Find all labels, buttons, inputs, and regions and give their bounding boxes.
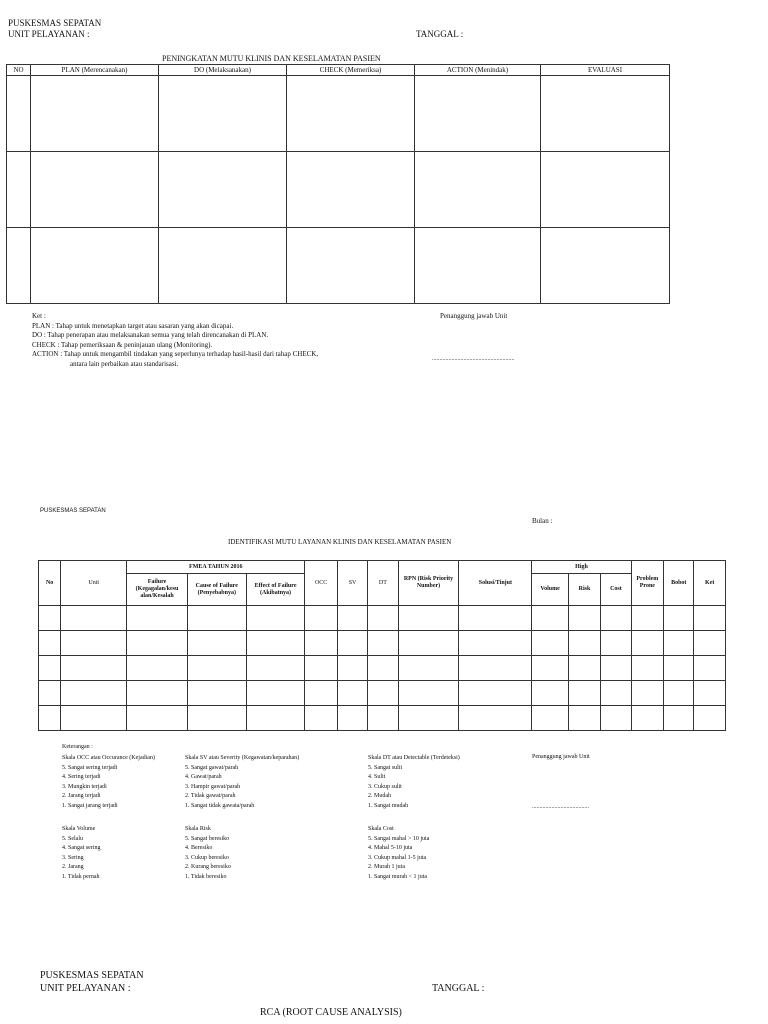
col-evaluasi: EVALUASI: [541, 65, 670, 76]
form1-date-label: TANGGAL :: [416, 29, 464, 39]
scale-item: 2. Jarang: [62, 864, 84, 870]
scale-item: 1. Sangat tidak gawata/parah: [185, 802, 255, 809]
scale-item: 5. Selalu: [62, 835, 83, 842]
table-cell[interactable]: [305, 656, 337, 681]
form3-org-name: PUSKESMAS SEPATAN: [40, 970, 144, 981]
table-cell[interactable]: [159, 152, 287, 228]
pdca-header-row: [7, 65, 670, 76]
table-cell[interactable]: [541, 76, 670, 152]
table-row: [39, 706, 726, 731]
form2-title: IDENTIFIKASI MUTU LAYANAN KLINIS DAN KESELAMATAN PASIEN: [228, 538, 452, 546]
table-cell[interactable]: [541, 228, 670, 304]
table-cell[interactable]: [127, 681, 188, 706]
table-row: [39, 606, 726, 631]
table-cell[interactable]: [187, 631, 246, 656]
table-cell[interactable]: [246, 706, 305, 731]
form1-responsible-label: Penanggung jawab Unit: [440, 312, 508, 320]
table-cell[interactable]: [568, 631, 600, 656]
table-cell[interactable]: [337, 631, 367, 656]
table-cell[interactable]: [368, 706, 398, 731]
scale-item: 1. Tidak beresiko: [185, 873, 227, 880]
form1-title: PENINGKATAN MUTU KLINIS DAN KESELAMATAN PASIEN: [162, 54, 381, 63]
table-cell[interactable]: [368, 606, 398, 631]
scale-item: 5. Sangat gawat/parah: [185, 764, 239, 771]
scale-item: 4. Beresiko: [185, 845, 213, 851]
note-line: DO : Tahap penerapan atau melaksanakan semua yang telah direncanakan di PLAN.: [32, 331, 269, 339]
table-row: [7, 152, 670, 228]
scale-title: Skala Cost: [368, 826, 394, 832]
scale-item: 4. Sering terjadi: [62, 774, 101, 780]
col-do: DO (Melaksanakan): [159, 65, 287, 76]
scale-item: 5. Sangat sulit: [368, 764, 403, 771]
table-cell[interactable]: [305, 706, 337, 731]
table-cell[interactable]: [631, 706, 663, 731]
col-volume: Volume: [532, 574, 568, 606]
table-cell[interactable]: [631, 656, 663, 681]
table-cell[interactable]: [287, 228, 415, 304]
form1-signature-line[interactable]: .......................................................: [432, 356, 515, 362]
table-cell[interactable]: [694, 656, 726, 681]
table-cell[interactable]: [601, 606, 631, 631]
table-cell[interactable]: [246, 631, 305, 656]
table-cell[interactable]: [459, 681, 532, 706]
form3-date-label: TANGGAL :: [432, 983, 485, 994]
col-bobot: Bobot: [664, 561, 694, 606]
table-row: [39, 681, 726, 706]
col-failure: Failure (Kegagalan/kesu alan/Kesalah: [127, 574, 188, 606]
col-high: High: [532, 561, 631, 574]
scale-item: 2. Mudah: [368, 793, 391, 799]
scale-item: 3. Cukup beresiko: [185, 854, 229, 861]
scale-item: 4. Sulit: [368, 774, 386, 780]
col-risk: Risk: [568, 574, 600, 606]
table-cell[interactable]: [459, 606, 532, 631]
scale-item: 4. Sangat sering: [62, 845, 101, 851]
scale-title: Skala Risk: [185, 826, 211, 832]
scale-item: 3. Cukup mahal 1-5 juta: [368, 854, 427, 861]
table-cell[interactable]: [601, 656, 631, 681]
scale-item: 3. Sering: [62, 854, 84, 861]
table-cell[interactable]: [664, 681, 694, 706]
col-occ: OCC: [305, 561, 337, 606]
scale-item: 3. Cukup sulit: [368, 783, 402, 790]
form3-unit-label: UNIT PELAYANAN :: [40, 983, 131, 994]
table-cell[interactable]: [601, 681, 631, 706]
table-cell[interactable]: [459, 656, 532, 681]
table-cell[interactable]: [415, 76, 541, 152]
table-cell[interactable]: [337, 606, 367, 631]
table-cell[interactable]: [187, 681, 246, 706]
table-cell[interactable]: [664, 656, 694, 681]
col-rpn: RPN (Risk Priority Number): [398, 561, 459, 606]
scale-item: 5. Sangat sering terjadi: [62, 764, 118, 771]
table-cell[interactable]: [305, 606, 337, 631]
table-cell[interactable]: [7, 228, 31, 304]
table-cell[interactable]: [368, 656, 398, 681]
table-cell[interactable]: [61, 706, 127, 731]
table-cell[interactable]: [631, 606, 663, 631]
col-plan: PLAN (Merencanakan): [31, 65, 159, 76]
table-cell[interactable]: [337, 681, 367, 706]
table-cell[interactable]: [127, 706, 188, 731]
scale-item: 5. Sangat beresiko: [185, 835, 230, 842]
note-line: antara lain perbaikan atau standarisasi.: [70, 359, 179, 368]
table-cell[interactable]: [368, 681, 398, 706]
table-cell[interactable]: [287, 76, 415, 152]
col-action: ACTION (Menindak): [415, 65, 541, 76]
table-cell[interactable]: [694, 606, 726, 631]
table-cell[interactable]: [61, 681, 127, 706]
table-cell[interactable]: [187, 706, 246, 731]
scale-volume: [62, 825, 101, 882]
table-cell[interactable]: [694, 706, 726, 731]
table-cell[interactable]: [39, 631, 61, 656]
table-cell[interactable]: [246, 606, 305, 631]
table-cell[interactable]: [532, 706, 568, 731]
col-fmea: FMEA TAHUN 2016: [127, 561, 305, 574]
table-cell[interactable]: [568, 606, 600, 631]
scale-item: 2. Murah 1 juta: [368, 864, 405, 870]
table-cell[interactable]: [368, 631, 398, 656]
table-cell[interactable]: [127, 631, 188, 656]
scale-title: Skala DT atau Detectable (Terdeteksi): [368, 755, 460, 761]
table-cell[interactable]: [246, 681, 305, 706]
scale-title: Skala OCC atau Occurance (Kejadian): [62, 755, 155, 761]
col-check: CHECK (Memeriksa): [287, 65, 415, 76]
table-cell[interactable]: [31, 228, 159, 304]
col-effect: Effect of Failure (Akibatnya): [246, 574, 305, 606]
table-cell[interactable]: [39, 681, 61, 706]
table-cell[interactable]: [246, 656, 305, 681]
col-solusi: Solusi/Tinjut: [459, 561, 532, 606]
table-cell[interactable]: [568, 681, 600, 706]
fmea-table: [38, 560, 726, 731]
table-cell[interactable]: [415, 152, 541, 228]
table-row: [7, 228, 670, 304]
table-cell[interactable]: [398, 606, 459, 631]
table-cell[interactable]: [7, 152, 31, 228]
table-cell[interactable]: [601, 706, 631, 731]
fmea-header-row-1: [39, 561, 726, 574]
table-cell[interactable]: [568, 656, 600, 681]
table-cell[interactable]: [601, 631, 631, 656]
table-cell[interactable]: [39, 656, 61, 681]
table-cell[interactable]: [187, 656, 246, 681]
scale-item: 2. Tidak gawat/parah: [185, 793, 236, 799]
table-cell[interactable]: [532, 631, 568, 656]
form2-org-name: PUSKESMAS SEPATAN: [40, 508, 106, 514]
table-cell[interactable]: [541, 152, 670, 228]
table-cell[interactable]: [459, 706, 532, 731]
table-cell[interactable]: [287, 152, 415, 228]
form1-org-name: PUSKESMAS SEPATAN: [8, 18, 102, 28]
scale-title: Skala Volume: [62, 826, 96, 832]
col-cost: Cost: [601, 574, 631, 606]
scale-item: 1. Sangat jarang terjadi: [62, 802, 118, 809]
form2-keterangan: Keterangan :: [62, 744, 93, 750]
col-dt: DT: [368, 561, 398, 606]
table-row: [39, 631, 726, 656]
scale-item: 1. Sangat murah < 1 juta: [368, 873, 428, 880]
table-cell[interactable]: [398, 706, 459, 731]
table-cell[interactable]: [415, 228, 541, 304]
table-cell[interactable]: [459, 631, 532, 656]
form2-month-label: Bulan :: [532, 517, 553, 525]
table-row: [39, 656, 726, 681]
scale-item: 5. Sangat mahal > 10 juta: [368, 835, 430, 842]
table-cell[interactable]: [305, 631, 337, 656]
table-cell[interactable]: [398, 631, 459, 656]
table-cell[interactable]: [398, 681, 459, 706]
table-cell[interactable]: [337, 656, 367, 681]
scale-item: 3. Mungkin terjadi: [62, 783, 107, 790]
form2-signature-line[interactable]: ......................................: [532, 804, 589, 810]
table-cell[interactable]: [532, 681, 568, 706]
table-cell[interactable]: [664, 631, 694, 656]
table-cell[interactable]: [664, 606, 694, 631]
table-cell[interactable]: [39, 606, 61, 631]
table-cell[interactable]: [31, 152, 159, 228]
scale-item: 2. Kurang beresiko: [185, 864, 231, 870]
scale-item: 1. Tidak pernah: [62, 873, 100, 880]
table-row: [7, 76, 670, 152]
form1-notes: [32, 312, 318, 369]
col-sv: SV: [337, 561, 367, 606]
col-no: No: [39, 561, 61, 606]
scale-item: 2. Jarang terjadi: [62, 793, 101, 799]
scale-item: 4. Mahal 5-10 juta: [368, 845, 413, 851]
note-line: CHECK : Tahap pemeriksaan & peninjauan ulang (Monitoring).: [32, 340, 213, 349]
col-problem-prone: Problem Prone: [631, 561, 663, 606]
table-cell[interactable]: [694, 631, 726, 656]
table-cell[interactable]: [7, 76, 31, 152]
table-cell[interactable]: [694, 681, 726, 706]
pdca-table: [6, 64, 670, 304]
form3-title: RCA (ROOT CAUSE ANALYSIS): [260, 1007, 402, 1018]
col-ket: Ket: [694, 561, 726, 606]
form1-unit-label: UNIT PELAYANAN :: [8, 29, 90, 39]
table-cell[interactable]: [631, 631, 663, 656]
table-cell[interactable]: [568, 706, 600, 731]
table-cell[interactable]: [305, 681, 337, 706]
col-cause: Cause of Failure (Penyebabnya): [187, 574, 246, 606]
scale-occ: [62, 754, 155, 811]
col-no: NO: [7, 65, 31, 76]
scale-dt: [368, 754, 460, 811]
table-cell[interactable]: [61, 656, 127, 681]
table-cell[interactable]: [337, 706, 367, 731]
col-unit: Unit: [61, 561, 127, 606]
scale-item: 3. Hampir gawat/parah: [185, 783, 241, 790]
table-cell[interactable]: [61, 606, 127, 631]
scale-item: 4. Gawat/parah: [185, 774, 222, 780]
table-cell[interactable]: [631, 681, 663, 706]
scale-title: Skala SV atau Severity (Kegawatan/keparahan): [185, 755, 300, 761]
table-cell[interactable]: [187, 606, 246, 631]
table-cell[interactable]: [532, 656, 568, 681]
scale-sv: [185, 754, 299, 811]
table-cell[interactable]: [31, 76, 159, 152]
table-cell[interactable]: [39, 706, 61, 731]
scale-item: 1. Sangat mudah: [368, 802, 409, 809]
note-line: PLAN : Tahap untuk menetapkan target atau sasaran yang akan dicapai.: [32, 321, 234, 330]
table-cell[interactable]: [127, 606, 188, 631]
table-cell[interactable]: [159, 228, 287, 304]
table-cell[interactable]: [61, 631, 127, 656]
scale-risk: [185, 825, 231, 882]
table-cell[interactable]: [398, 656, 459, 681]
table-cell[interactable]: [127, 656, 188, 681]
table-cell[interactable]: [159, 76, 287, 152]
table-cell[interactable]: [664, 706, 694, 731]
table-cell[interactable]: [532, 606, 568, 631]
scale-cost: [368, 825, 429, 882]
form2-responsible-label: Penanggung jawab Unit: [532, 754, 590, 760]
note-line: ACTION : Tahap untuk mengambil tindakan yang seperlunya terhadap hasil-hasil dari tahap CHECK,: [32, 350, 319, 358]
note-line: Ket :: [32, 312, 46, 320]
